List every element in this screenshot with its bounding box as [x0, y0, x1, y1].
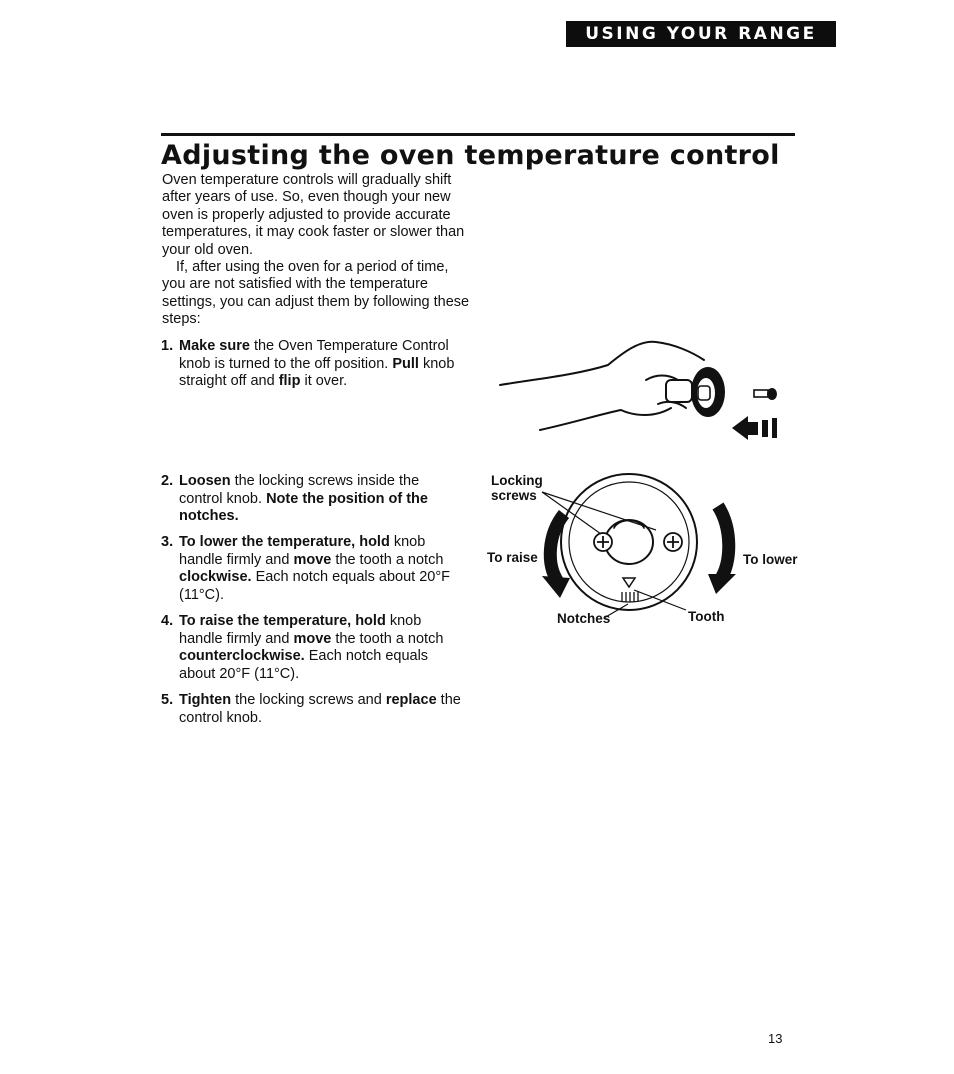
to-raise-label: To raise — [487, 550, 538, 565]
step-text — [179, 692, 461, 727]
step-2 — [161, 473, 451, 526]
step-text-run: the locking screws and — [231, 692, 386, 708]
screw-icon — [754, 388, 777, 400]
intro-paragraph-2: If, after using the oven for a period of time, you are not satisfied with the temperature settings, you can adjust them by following these steps: — [162, 259, 470, 328]
step-text-run: knob handle firmly and — [179, 613, 422, 647]
step-text-run: Pull — [392, 355, 419, 372]
step-text-run: Make sure — [179, 338, 250, 354]
step-number: 5. — [161, 692, 174, 708]
clockwise-arrow-icon — [708, 506, 736, 594]
step-5 — [161, 692, 461, 727]
intro-paragraph-1: Oven temperature controls will gradually shift after years of use. So, even though your new oven is properly adjusted to provide accurate temperatures, it may cook faster or slower than your old oven. — [162, 172, 465, 258]
notch-marks — [622, 592, 638, 602]
step-text-run: move — [293, 551, 332, 568]
step-text — [179, 534, 459, 604]
step-text-run: To raise the temperature, hold — [179, 613, 386, 629]
step-1 — [161, 338, 461, 391]
step-number: 2. — [161, 473, 174, 489]
step-3 — [161, 534, 459, 604]
step-text — [179, 613, 459, 683]
step-4 — [161, 613, 459, 683]
step-text-run: the Oven Temperature Control knob is turned to the off position. — [179, 338, 449, 372]
pull-direction-arrow-icon — [732, 416, 777, 440]
step-text-run: Tighten — [179, 692, 232, 708]
section-header-bar: USING YOUR RANGE — [566, 21, 836, 47]
step-text-run: clockwise. — [179, 569, 252, 586]
screws-label: screws — [491, 488, 537, 503]
step-text-run: Loosen — [179, 473, 231, 489]
step-text-run: To lower the temperature, hold — [179, 534, 390, 550]
step-number: 3. — [161, 534, 174, 550]
step-text-run: the locking screws inside the control knob. — [179, 473, 420, 507]
step-text-run: Each notch equals about 20°F (11°C). — [179, 648, 429, 682]
step-text-run: the tooth a notch — [331, 630, 444, 647]
page-title: Adjusting the oven temperature control — [161, 140, 780, 171]
step-number: 1. — [161, 338, 174, 354]
title-rule — [161, 133, 795, 136]
step-text-run: knob straight off and — [179, 355, 455, 390]
notches-label: Notches — [557, 611, 611, 626]
step-text-run: replace — [385, 692, 437, 708]
tooth-marker-icon — [623, 578, 635, 587]
intro-text — [162, 172, 474, 329]
knob-face — [697, 378, 715, 408]
page-number: 13 — [768, 1031, 783, 1046]
step-number: 4. — [161, 613, 174, 629]
step-text-run: knob handle firmly and — [179, 534, 426, 568]
step-text-run: the tooth a notch — [331, 551, 444, 568]
locking-label: Locking — [491, 473, 543, 488]
knob-handle — [666, 380, 692, 402]
step-text-run: Each notch equals about 20°F (11°C). — [179, 569, 451, 603]
step-text-run: move — [293, 630, 332, 647]
pull-knob-illustration — [496, 330, 796, 445]
step-text-run: the control knob. — [179, 692, 461, 726]
tooth-label: Tooth — [688, 609, 725, 624]
to-lower-label: To lower — [743, 552, 798, 567]
hand-lower-outline — [540, 408, 671, 430]
step-text-run: Note the position of the notches. — [179, 490, 428, 525]
locking-screw-left-icon — [594, 533, 612, 551]
step-text — [179, 338, 461, 391]
step-text — [179, 473, 451, 526]
locking-screw-right-icon — [664, 533, 682, 551]
step-text-run: counterclockwise. — [179, 648, 305, 665]
step-text-run: flip — [278, 373, 301, 390]
step-text-run: it over. — [300, 373, 348, 390]
counterclockwise-arrow-icon — [542, 514, 570, 598]
